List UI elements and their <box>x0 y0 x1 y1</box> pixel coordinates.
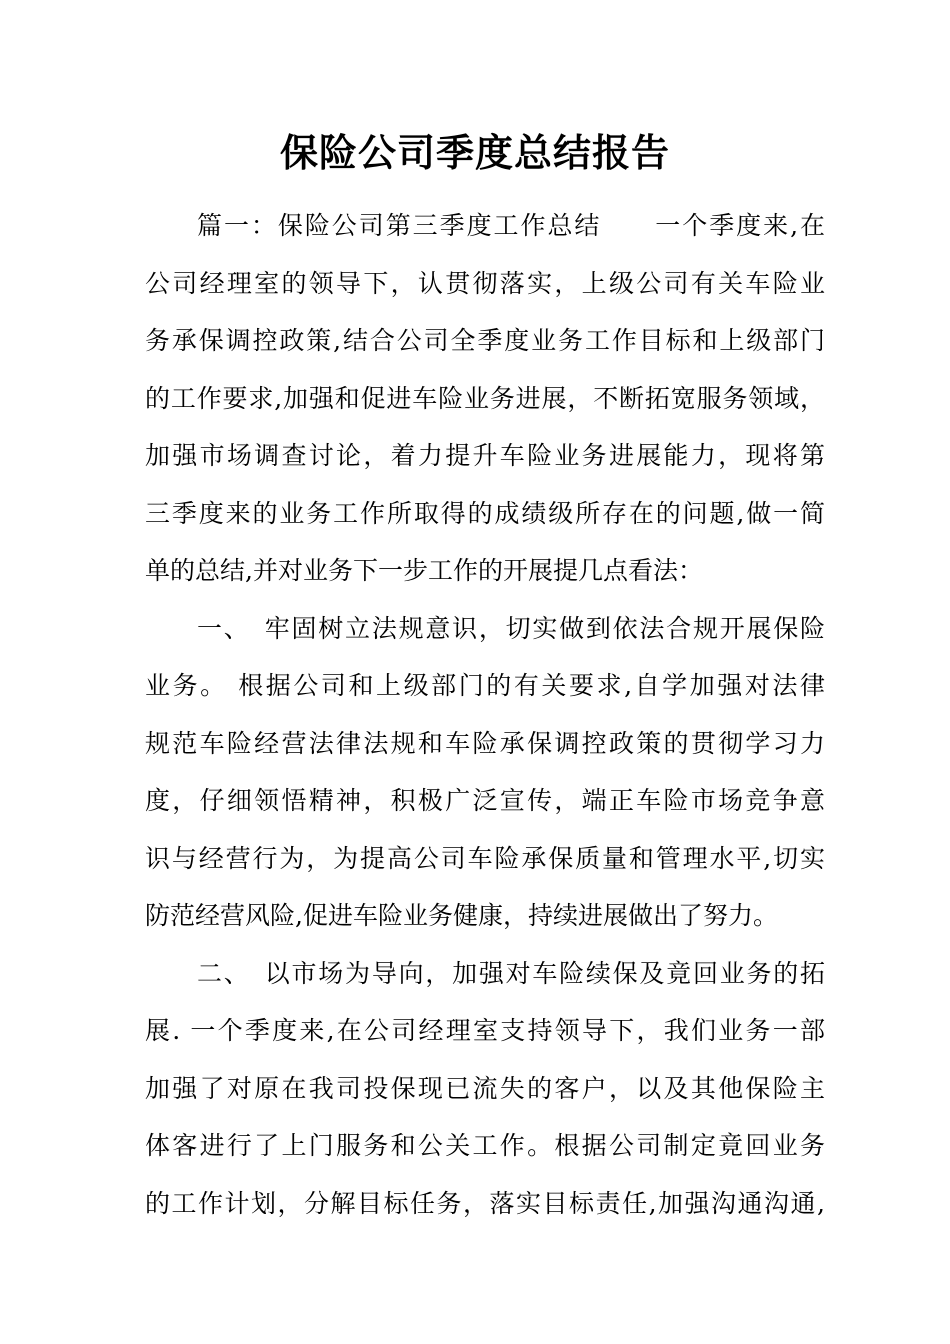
paragraph-line: 篇一：保险公司第三季度工作总结 一个季度来,在 <box>197 211 825 240</box>
paragraph-line: 的工作要求,加强和促进车险业务进展，不断拓宽服务领域， <box>145 383 825 413</box>
paragraph-line: 加强了对原在我司投保现已流失的客户，以及其他保险主 <box>145 1073 825 1103</box>
document-title: 保险公司季度总结报告 <box>279 130 670 175</box>
paragraph-line: 加强市场调查讨论，着力提升车险业务进展能力，现将第 <box>145 441 825 470</box>
paragraph-line: 公司经理室的领导下，认贯彻落实，上级公司有关车险业 <box>145 268 825 298</box>
document-body <box>145 197 825 1232</box>
paragraph-line: 度，仔细领悟精神，积极广泛宣传，端正车险市场竞争意 <box>145 786 825 815</box>
paragraph-line: 防范经营风险,促进车险业务健康，持续进展做出了努力。 <box>145 901 778 930</box>
paragraph-line: 务承保调控政策,结合公司全季度业务工作目标和上级部门 <box>145 326 825 355</box>
paragraph-line: 一、 牢固树立法规意识，切实做到依法合规开展保险 <box>197 613 825 643</box>
paragraph-line: 体客进行了上门服务和公关工作。根据公司制定竟回业务 <box>145 1131 825 1160</box>
paragraph-line: 的工作计划，分解目标任务，落实目标责任,加强沟通沟通, <box>145 1188 825 1218</box>
paragraph-line: 业务。 根据公司和上级部门的有关要求,自学加强对法律 <box>145 671 825 700</box>
paragraph-line: 规范车险经营法律法规和车险承保调控政策的贯彻学习力 <box>145 728 825 758</box>
paragraph-line: 三季度来的业务工作所取得的成绩级所存在的问题,做一简 <box>145 498 825 528</box>
paragraph-line: 识与经营行为，为提高公司车险承保质量和管理水平,切实 <box>145 843 825 873</box>
paragraph-line: 展. 一个季度来,在公司经理室支持领导下，我们业务一部 <box>145 1016 825 1045</box>
paragraph-line: 单的总结,并对业务下一步工作的开展提几点看法： <box>145 556 703 585</box>
paragraph-line: 二、 以市场为导向，加强对车险续保及竟回业务的拓 <box>197 958 825 988</box>
